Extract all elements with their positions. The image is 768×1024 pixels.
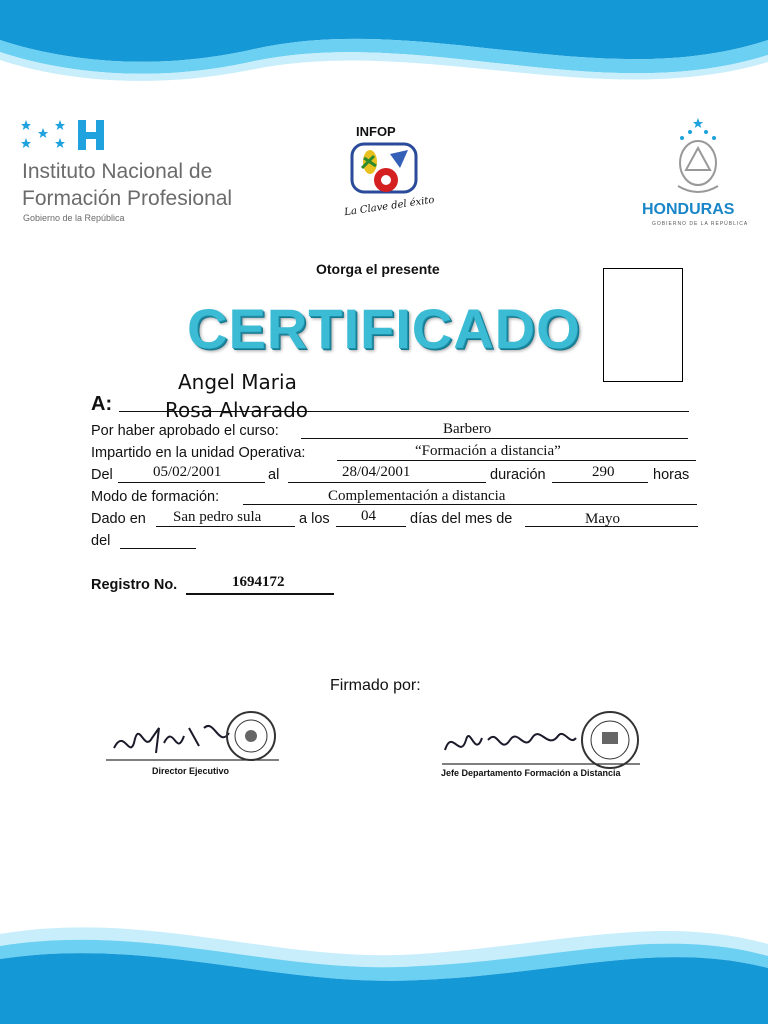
- from-underline: [118, 482, 265, 483]
- registry-label: Registro No.: [91, 577, 178, 593]
- a-los-label: a los: [299, 511, 330, 527]
- horas-label: horas: [653, 467, 690, 483]
- dado-label: Dado en: [91, 511, 146, 527]
- course-underline: [301, 438, 688, 439]
- mode-label: Modo de formación:: [91, 489, 220, 505]
- firmado-heading: Firmado por:: [330, 677, 421, 694]
- institute-name-line2: Formación Profesional: [22, 187, 233, 210]
- stars-h-icon: [20, 118, 110, 158]
- right-signature-title: Jefe Departamento Formación a Distancia: [441, 768, 621, 778]
- month-value: Mayo: [585, 511, 620, 527]
- course-value: Barbero: [443, 421, 492, 437]
- left-signature-title: Director Ejecutivo: [152, 766, 230, 776]
- institute-government: Gobierno de la República: [23, 213, 125, 223]
- year-underline: [120, 548, 196, 549]
- unit-value: “Formación a distancia”: [415, 443, 561, 459]
- recipient-label: A:: [91, 393, 113, 415]
- otorga-text: Otorga el presente: [316, 261, 440, 277]
- day-underline: [336, 526, 406, 527]
- top-wave-decoration: [0, 0, 768, 110]
- institute-name: [22, 158, 232, 212]
- registry-value: 1694172: [232, 574, 285, 590]
- honduras-word: HONDURAS: [642, 201, 735, 218]
- day-value: 04: [361, 508, 376, 524]
- mode-value: Complementación a distancia: [328, 488, 506, 504]
- recipient-name-line1: Angel Maria: [178, 370, 297, 394]
- course-label: Por haber aprobado el curso:: [91, 423, 279, 439]
- to-underline: [288, 482, 486, 483]
- hours-value: 290: [592, 464, 615, 480]
- place-underline: [156, 526, 295, 527]
- institute-name-line1: Instituto Nacional de: [22, 160, 213, 183]
- registry-underline: [186, 593, 334, 595]
- infop-slogan: La Clave del éxito: [343, 194, 436, 219]
- year-del-label: del: [91, 533, 111, 549]
- hours-underline: [552, 482, 648, 483]
- dias-label: días del mes de: [410, 511, 513, 527]
- infop-title: INFOP: [356, 124, 396, 139]
- al-label: al: [268, 467, 280, 483]
- place-value: San pedro sula: [173, 509, 262, 525]
- bottom-wave-decoration: [0, 904, 768, 1024]
- honduras-government: GOBIERNO DE LA REPÚBLICA: [652, 221, 749, 227]
- unit-label: Impartido en la unidad Operativa:: [91, 445, 306, 461]
- duracion-label: duración: [490, 467, 546, 483]
- certificado-title: CERTIFICADO: [187, 297, 581, 360]
- date-to: 28/04/2001: [342, 464, 411, 480]
- honduras-crest-icon: [668, 118, 728, 198]
- unit-underline: [337, 460, 696, 461]
- recipient-name-line2: Rosa Alvarado: [165, 398, 309, 422]
- date-from: 05/02/2001: [153, 464, 222, 480]
- del-label: Del: [91, 467, 113, 483]
- photo-box: [603, 268, 683, 382]
